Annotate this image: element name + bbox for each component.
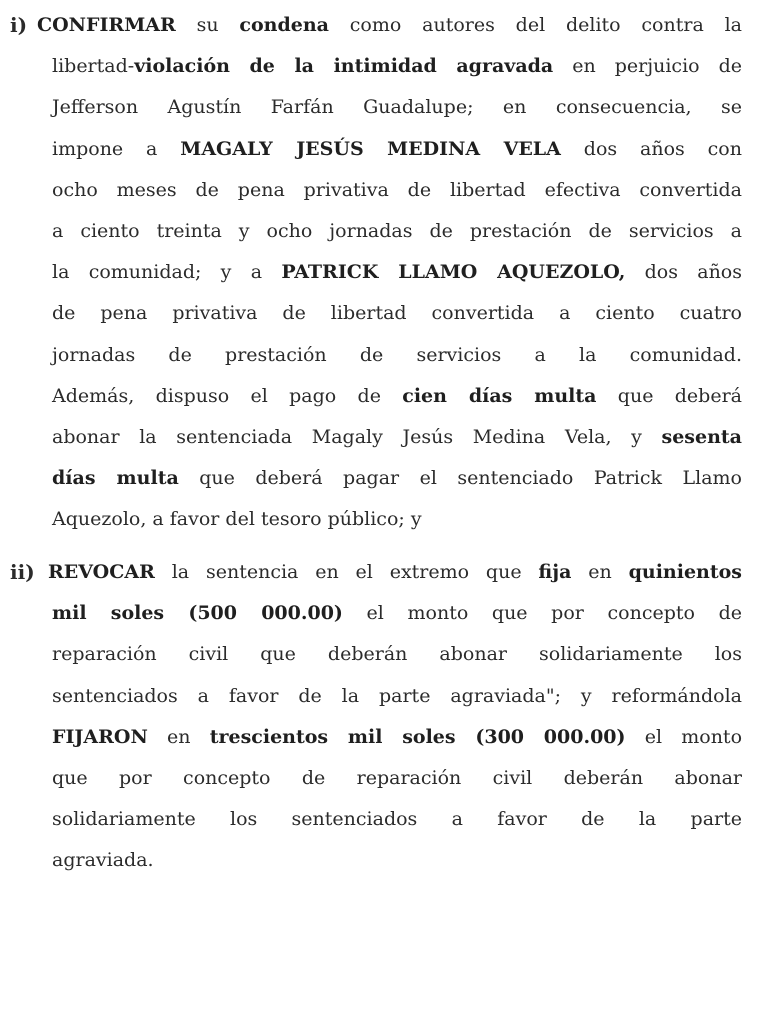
paragraph-line [52, 252, 742, 293]
text-run: el monto que por concepto de [342, 602, 742, 625]
emphasized-text: fija [538, 561, 572, 583]
text-run: a ciento treinta y ocho jornadas de prestación de servicios a [52, 220, 742, 242]
paragraph-line [37, 5, 742, 46]
text-run: en [147, 725, 210, 748]
emphasized-text: condena [239, 14, 329, 36]
text-run: Aquezolo, a favor del tesoro público; y [52, 508, 422, 531]
text-run: la sentencia en el extremo que [154, 561, 539, 583]
text-run: libertad- [52, 55, 135, 78]
emphasized-text: REVOCAR [48, 561, 155, 583]
paragraph-line [52, 458, 742, 499]
paragraph-line [52, 717, 742, 758]
text-run: el monto [625, 725, 743, 748]
text-run: Además, dispuso el pago de [52, 384, 403, 407]
text-run: en [571, 561, 629, 583]
emphasized-text: mil soles (500 000.00) [52, 602, 343, 625]
text-run: de pena privativa de libertad convertida a ciento cuatro [52, 302, 742, 325]
item-marker: i) [10, 13, 28, 37]
emphasized-text: trescientos mil soles (300 000.00) [209, 725, 626, 748]
paragraph-line [52, 840, 742, 881]
text-run: Jefferson Agustín Farfán Guadalupe; en consecuencia, se [52, 96, 742, 119]
text-run: sentenciados a favor de la parte agraviada"; y reformándola [52, 684, 742, 707]
emphasized-text: CONFIRMAR [37, 14, 176, 36]
text-run: abonar la sentenciada Magaly Jesús Medina Vela, y [52, 426, 662, 448]
text-run: que deberá pagar el sentenciado Patrick Llamo [178, 467, 742, 490]
emphasized-text: quinientos [628, 561, 742, 583]
text-run: solidariamente los sentenciados a favor de la parte [52, 808, 742, 831]
text-run: reparación civil que deberán abonar solidariamente los [52, 643, 742, 666]
paragraph-line [52, 129, 742, 170]
paragraph-line [52, 376, 742, 417]
text-run: en perjuicio de [553, 55, 742, 78]
text-run: que deberá [596, 384, 742, 407]
paragraph-line [48, 552, 742, 593]
text-run: impone a [52, 137, 181, 160]
text-run: su [175, 14, 240, 36]
text-run: como autores del delito contra la [328, 14, 742, 36]
text-run: dos años con [560, 137, 742, 160]
emphasized-text: cien días multa [402, 384, 597, 407]
emphasized-text: MAGALY JESÚS MEDINA VELA [180, 137, 561, 160]
emphasized-text: días multa [52, 467, 179, 490]
text-run: dos años [625, 261, 742, 284]
emphasized-text: sesenta [661, 426, 742, 448]
paragraph-line [52, 170, 742, 211]
paragraph-line [52, 87, 742, 128]
paragraph-line [52, 676, 742, 717]
item-marker: ii) [10, 560, 35, 584]
text-run: jornadas de prestación de servicios a la comunidad. [52, 343, 742, 366]
paragraph-line [52, 634, 742, 675]
paragraph-line [52, 593, 742, 634]
emphasized-text: PATRICK LLAMO AQUEZOLO, [281, 261, 626, 284]
emphasized-text: violación de la intimidad agravada [134, 55, 554, 78]
paragraph-line [52, 799, 742, 840]
emphasized-text: FIJARON [52, 725, 148, 748]
paragraph-line [52, 293, 742, 334]
paragraph-line [52, 46, 742, 87]
text-run: agraviada. [52, 849, 154, 872]
text-run: ocho meses de pena privativa de libertad efectiva convertida [52, 178, 742, 201]
paragraph-line [52, 211, 742, 252]
text-run: que por concepto de reparación civil deberán abonar [52, 767, 742, 789]
paragraph-line [52, 758, 742, 799]
text-run: la comunidad; y a [52, 261, 282, 284]
paragraph-line [52, 499, 742, 540]
paragraph-line [52, 335, 742, 376]
paragraph-line [52, 417, 742, 458]
